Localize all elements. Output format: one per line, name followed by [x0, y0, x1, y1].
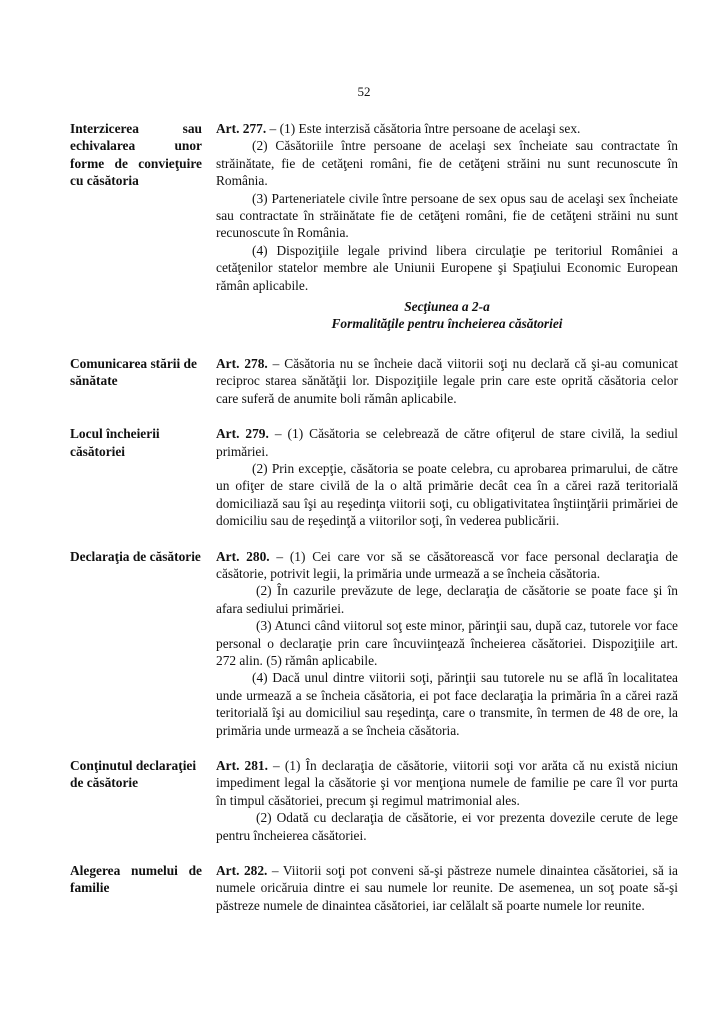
section-heading [216, 298, 678, 333]
margin-title: Declaraţia de căsătorie [70, 548, 201, 564]
article-278 [70, 355, 680, 407]
paragraph: (2) Căsătoriile între persoane de acelaşi sex încheiate sau contractate în străinătate, fie de cetăţeni români, fie de cetăţeni străini nu sunt recunoscute în România. [216, 138, 678, 189]
paragraph: (3) Parteneriatele civile între persoane de sex opus sau de acelaşi sex încheiate sau contractate în străinătate fie de cetăţeni români, fie de cetăţeni străini nu sunt recunoscute în România. [216, 190, 678, 241]
article-text: – (1) Cei care vor să se căsătorească vor face personal declaraţia de căsătorie, potrivit legii, la primăria unde urmează a se încheia căsătoria. [216, 548, 678, 581]
article-label: Art. 277. [216, 121, 267, 136]
article-text: – Căsătoria nu se încheie dacă viitorii soţi nu declară că şi-au comunicat reciproc starea sănătăţii lor. Dispoziţiile legale prin care este oprită căsătoria celor care suferă de anumite boli rămân aplicabile. [216, 355, 679, 406]
margin-title: Locul încheierii căsătoriei [70, 426, 160, 459]
page-number: 52 [357, 84, 371, 99]
article-body [216, 757, 678, 844]
article-body [216, 120, 678, 294]
paragraph: (4) Dacă unul dintre viitorii soţi, părinţii sau tutorele nu se află în localitatea unde urmează a se încheia căsătoria, ei pot face declaraţia la primăria în a cărei rază teritorială îşi au domiciliul sau reşedinţa, care o transmite, în termen de 48 de ore, la primăria unde urmează a se încheia căsătoria. [216, 670, 678, 738]
article-277 [70, 120, 680, 294]
section-title: Secţiunea a 2-a [404, 299, 490, 315]
article-label: Art. 282. [216, 863, 268, 879]
paragraph: (2) În cazurile prevăzute de lege, declaraţia de căsătorie se poate face şi în afara sediului primăriei. [216, 583, 678, 616]
article-text: – (1) În declaraţia de căsătorie, viitorii soţi vor arăta că nu există niciun impediment legal la căsătorie şi vor menţiona numele de familie pe care îl vor purta în timpul căsătoriei, precum şi regimul matrimonial ales. [216, 758, 678, 808]
article-text: – (1) Este interzisă căsătoria între persoane de acelaşi sex. [266, 121, 581, 136]
margin-title: Comunicarea stării de sănătate [70, 355, 197, 389]
margin-title: Alegerea numelui de familie [70, 863, 202, 896]
document-content [70, 120, 680, 914]
article-text: – (1) Căsătoria se celebrează de către ofiţerul de stare civilă, la sediul primăriei. [216, 426, 679, 459]
margin-title: Conţinutul declaraţiei de căsătorie [70, 758, 197, 791]
article-body [216, 425, 678, 529]
paragraph: (2) Prin excepţie, căsătoria se poate celebra, cu aprobarea primarului, de către un ofiţer de stare civilă de la o altă primărie decât cea în a cărei rază teritorială domiciliază sau îşi au reşedinţa viitorii soţi, cu obligativitatea înştiinţării primăriei de domiciliu sau de reşedinţă a viitorilor soţi, în vederea publicării. [216, 460, 678, 529]
article-label: Art. 278. [216, 355, 268, 371]
article-body [216, 862, 678, 914]
article-label: Art. 281. [216, 758, 268, 773]
margin-title: Interzicerea sau echivalarea unor forme de convieţuire cu căsătoria [70, 121, 202, 189]
paragraph: (2) Odată cu declaraţia de căsătorie, ei vor prezenta dovezile cerute de lege pentru încheierea căsătoriei. [216, 810, 678, 843]
article-label: Art. 279. [216, 426, 269, 442]
paragraph: (4) Dispoziţiile legale privind libera circulaţie pe teritoriul României a cetăţenilor statelor membre ale Uniunii Europene şi Spaţiului Economic European rămân aplicabile. [216, 242, 678, 293]
section-subtitle: Formalităţile pentru încheierea căsătoriei [331, 316, 563, 332]
article-label: Art. 280. [216, 548, 270, 564]
article-281 [70, 757, 680, 844]
article-279 [70, 425, 680, 529]
article-280 [70, 548, 680, 739]
article-282 [70, 862, 680, 914]
article-body [216, 548, 678, 739]
article-body [216, 355, 678, 407]
paragraph: (3) Atunci când viitorul soţ este minor, părinţii sau, după caz, tutorele vor face personal o declaraţie prin care încuviinţează încheierea căsătoriei. Dispoziţiile art. 272 alin. (5) rămân aplicabile. [216, 618, 678, 668]
article-text: – Viitorii soţi pot conveni să-şi păstreze numele dinaintea căsătoriei, să ia numele oricăruia dintre ei sau numele lor reunite. De asemenea, un soţ poate să-şi păstreze numele de dinaintea căsătoriei, iar celălalt să poarte numele lor reunite. [216, 863, 678, 913]
